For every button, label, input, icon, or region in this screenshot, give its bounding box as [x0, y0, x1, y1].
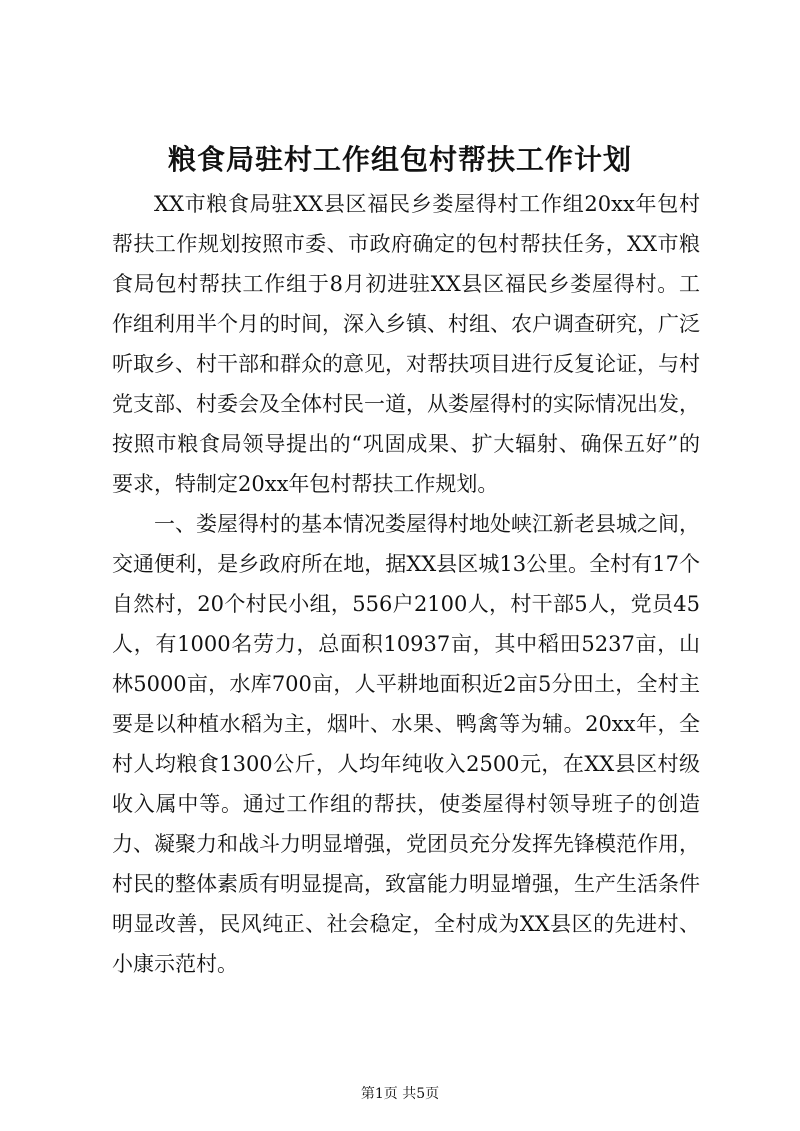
document-body	[112, 184, 700, 984]
page-footer: 第1页 共5页	[360, 1086, 440, 1102]
paragraph-intro: XX市粮食局驻XX县区福民乡娄屋得村工作组20xx年包村帮扶工作规划按照市委、市政府确定的包村帮扶任务，XX市粮食局包村帮扶工作组于8月初进驻XX县区福民乡娄屋得村。工作组利用半个月的时间，深入乡镇、村组、农户调查研究，广泛听取乡、村干部和群众的意见，对帮扶项目进行反复论证，与村党支部、村委会及全体村民一道，从娄屋得村的实际情况出发，按照市粮食局领导提出的“巩固成果、扩大辐射、确保五好”的要求，特制定20xx年包村帮扶工作规划。	[112, 192, 700, 496]
document-title: 粮食局驻村工作组包村帮扶工作计划	[167, 143, 632, 176]
paragraph-basic-situation: 一、娄屋得村的基本情况娄屋得村地处峡江新老县城之间，交通便利，是乡政府所在地，据XX县区城13公里。全村有17个自然村，20个村民小组，556户2100人，村干部5人，党员45人，有1000名劳力，总面积10937亩，其中稻田5237亩，山林5000亩，水库700亩，人平耕地面积近2亩5分田土，全村主要是以种植水稻为主，烟叶、水果、鸭禽等为辅。20xx年，全村人均粮食1300公斤，人均年纯收入2500元，在XX县区村级收入属中等。通过工作组的帮扶，使娄屋得村领导班子的创造力、凝聚力和战斗力明显增强，党团员充分发挥先锋模范作用，村民的整体素质有明显提高，致富能力明显增强，生产生活条件明显改善，民风纯正、社会稳定，全村成为XX县区的先进村、小康示范村。	[112, 512, 700, 976]
